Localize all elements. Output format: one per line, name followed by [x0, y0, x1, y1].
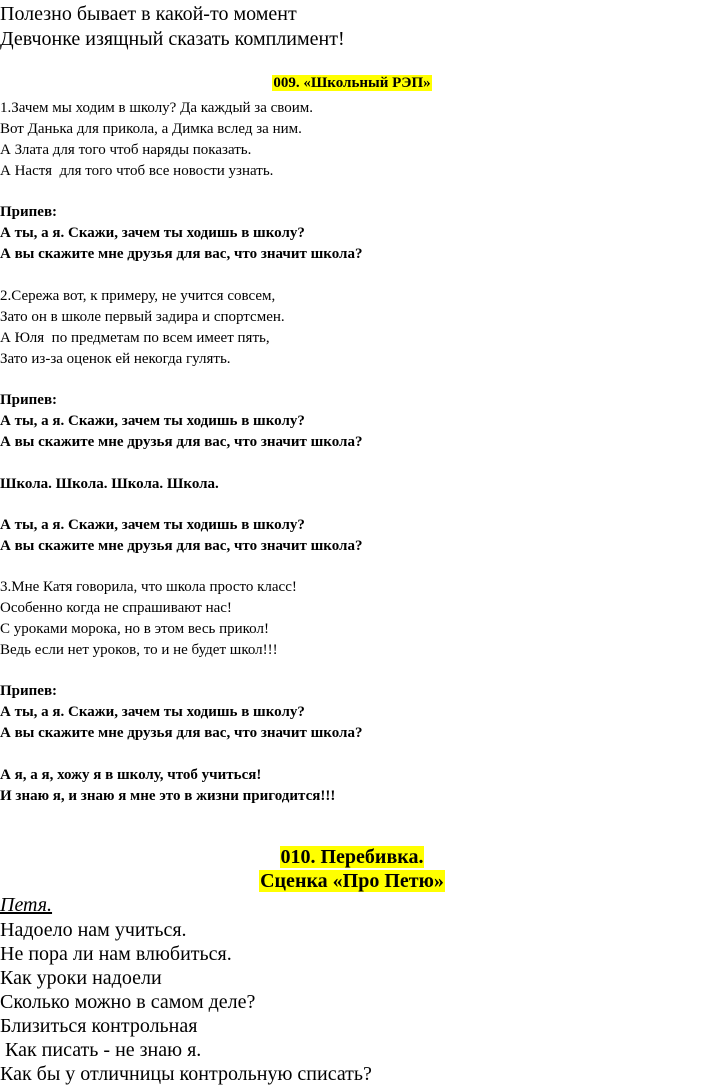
scene-title-2	[0, 869, 704, 893]
verse1-line-1: 1.Зачем мы ходим в школу? Да каждый за своим.	[0, 100, 314, 116]
verse1-line-4: А Настя для того чтоб все новости узнать.	[0, 163, 274, 179]
chorus2-line-2: А вы скажите мне друзья для вас, что значит школа?	[0, 434, 363, 450]
scene-line-7: Как бы у отличницы контрольную списать?	[0, 1063, 372, 1085]
chorus-label-1: Припев:	[0, 204, 58, 220]
verse1-line-3: А Злата для того чтоб наряды показать.	[0, 142, 252, 158]
verse3-line-2: Особенно когда не спрашивают нас!	[0, 600, 232, 616]
scene-line-2: Не пора ли нам влюбиться.	[0, 943, 232, 965]
scene-line-5: Близиться контрольная	[0, 1015, 198, 1037]
verse2-line-3: А Юля по предметам по всем имеет пять,	[0, 330, 270, 346]
scene-title-1-text: 010. Перебивка.	[280, 846, 424, 868]
verse2-line-4: Зато из-за оценок ей некогда гулять.	[0, 351, 231, 367]
chorus4-line-2: А вы скажите мне друзья для вас, что значит школа?	[0, 725, 363, 741]
chorus1-line-1: А ты, а я. Скажи, зачем ты ходишь в школу?	[0, 225, 305, 241]
verse3-line-3: С уроками морока, но в этом весь прикол!	[0, 621, 269, 637]
chorus-label-2: Припев:	[0, 392, 58, 408]
song-title-text: 009. «Школьный РЭП»	[273, 75, 431, 91]
chorus2-line-1: А ты, а я. Скажи, зачем ты ходишь в школу?	[0, 413, 305, 429]
chorus3-line-2: А вы скажите мне друзья для вас, что значит школа?	[0, 538, 363, 554]
song-title	[0, 73, 704, 94]
final-line-2: И знаю я, и знаю я мне это в жизни пригодится!!!	[0, 788, 336, 804]
chorus3-line-1: А ты, а я. Скажи, зачем ты ходишь в школу?	[0, 517, 305, 533]
final-line-1: А я, а я, хожу я в школу, чтоб учиться!	[0, 767, 262, 783]
verse1-line-2: Вот Данька для прикола, а Димка вслед за ним.	[0, 121, 302, 137]
verse2-line-1: 2.Сережа вот, к примеру, не учится совсем,	[0, 288, 276, 304]
chorus1-line-2: А вы скажите мне друзья для вас, что значит школа?	[0, 246, 363, 262]
verse3-line-4: Ведь если нет уроков, то и не будет школ!!!	[0, 642, 278, 658]
scene-title-2-text: Сценка «Про Петю»	[260, 870, 444, 892]
intro-line-2: Девчонке изящный сказать комплимент!	[0, 28, 345, 50]
scene-line-3: Как уроки надоели	[0, 967, 162, 989]
scene-title-1	[0, 845, 704, 869]
scene-line-1: Надоело нам учиться.	[0, 919, 187, 941]
scene-line-6: Как писать - не знаю я.	[0, 1039, 202, 1061]
scene-line-4: Сколько можно в самом деле?	[0, 991, 256, 1013]
intro-line-1: Полезно бывает в какой-то момент	[0, 3, 297, 25]
verse3-line-1: 3.Мне Катя говорила, что школа просто класс!	[0, 579, 297, 595]
chorus4-line-1: А ты, а я. Скажи, зачем ты ходишь в школу?	[0, 704, 305, 720]
verse2-line-2: Зато он в школе первый задира и спортсмен.	[0, 309, 285, 325]
chorus-label-3: Припев:	[0, 683, 58, 699]
speaker-name: Петя.	[0, 894, 53, 916]
school-line: Школа. Школа. Школа. Школа.	[0, 476, 219, 492]
